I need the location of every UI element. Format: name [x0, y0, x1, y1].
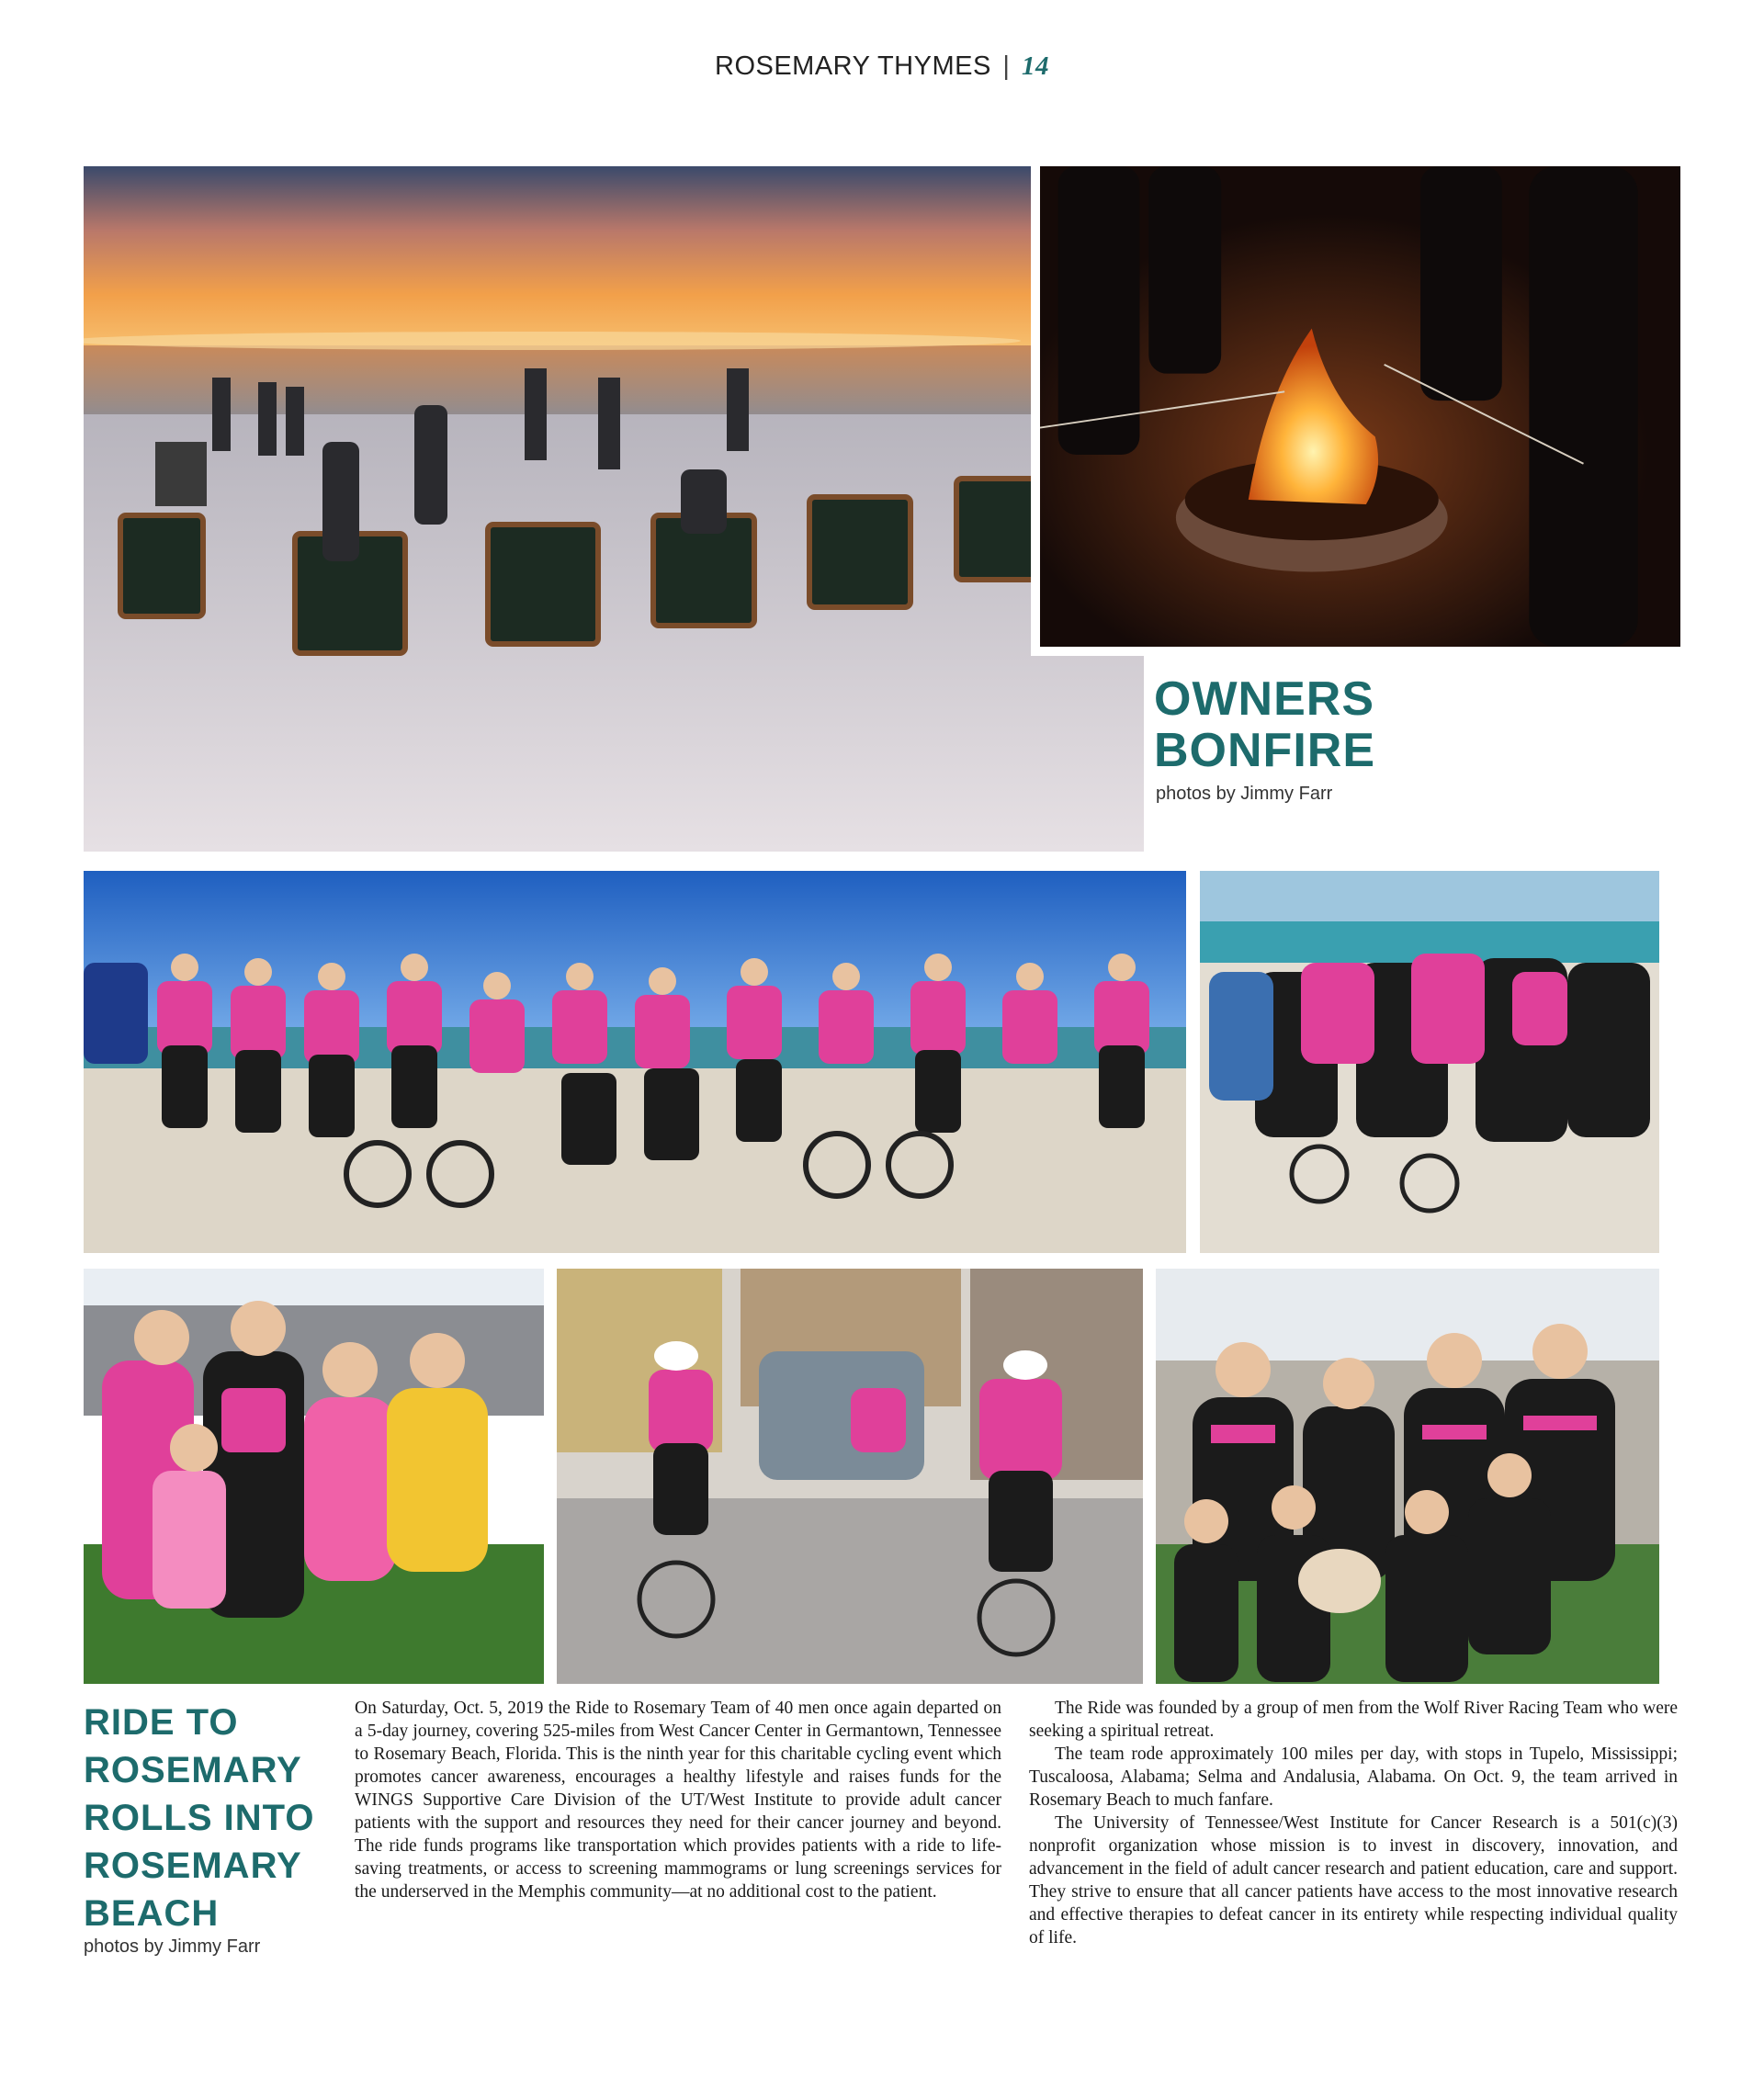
article-column-1	[355, 1697, 1001, 1903]
ride-headline-line-4: ROSEMARY	[84, 1846, 302, 1886]
page-header	[0, 51, 1764, 82]
ride-headline	[84, 1699, 314, 1937]
photo-family-in-pink	[84, 1269, 544, 1684]
photo-cyclist-team-group	[84, 871, 1186, 1253]
article-paragraph-3: The team rode approximately 100 miles per day, with stops in Tupelo, Mississippi; Tuscaloosa, Alabama; Selma and Andalusia, Alabama. On Oct. 9, the team arrived in Rosemary Beach to much fanfare.	[1029, 1744, 1678, 1810]
ride-headline-line-3: ROLLS INTO	[84, 1798, 315, 1838]
ride-headline-line-2: ROSEMARY	[84, 1750, 302, 1790]
article-column-2	[1029, 1697, 1678, 1949]
article-paragraph-1: On Saturday, Oct. 5, 2019 the Ride to Rosemary Team of 40 men once again departed on a 5-day journey, covering 525-miles from West Cancer Center in Germantown, Tennessee to Rosemary Beach, Florida. This is the ninth year for this charitable cycling event which promotes cancer awareness, encourages a healthy lifestyle and raises funds for the WINGS Supportive Care Division of the UT/West Institute to provide adult cancer patients with the support and resources they need for their cancer journey and beyond. The ride funds programs like transportation which provides patients with a ride to life-saving treatments, or access to screening mammograms or lung screenings services for the underserved in the Memphis community—at no additional cost to the patient.	[355, 1699, 1001, 1902]
ride-headline-line-5: BEACH	[84, 1893, 220, 1934]
photo-team-huddle	[1200, 871, 1659, 1253]
photo-bonfire-fire-pit	[1031, 166, 1680, 656]
bonfire-headline-line-1: OWNERS	[1154, 672, 1374, 726]
publication-name: ROSEMARY THYMES	[715, 51, 991, 81]
bonfire-photo-credit: photos by Jimmy Farr	[1156, 784, 1333, 804]
photo-cyclists-riding-in	[557, 1269, 1143, 1684]
article-paragraph-2: The Ride was founded by a group of men from the Wolf River Racing Team who were seeking a spiritual retreat.	[1029, 1699, 1678, 1741]
photo-group-with-kids	[1156, 1269, 1659, 1684]
bonfire-headline	[1154, 673, 1375, 776]
ride-photo-credit: photos by Jimmy Farr	[84, 1936, 261, 1957]
bonfire-headline-line-2: BONFIRE	[1154, 724, 1375, 777]
header-separator: |	[1002, 51, 1011, 81]
photo-beach-sunset-chairs	[84, 166, 1144, 852]
ride-headline-line-1: RIDE TO	[84, 1702, 239, 1743]
page-number: 14	[1021, 51, 1049, 81]
article-paragraph-4: The University of Tennessee/West Institute for Cancer Research is a 501(c)(3) nonprofit organization whose mission is to invest in discovery, innovation, and advancement in the field of adult cancer research and patient education, care and support. They strive to ensure that all cancer patients have access to the most innovative research and effective therapies to defeat cancer in its entirety while respecting individual quality of life.	[1029, 1813, 1678, 1948]
